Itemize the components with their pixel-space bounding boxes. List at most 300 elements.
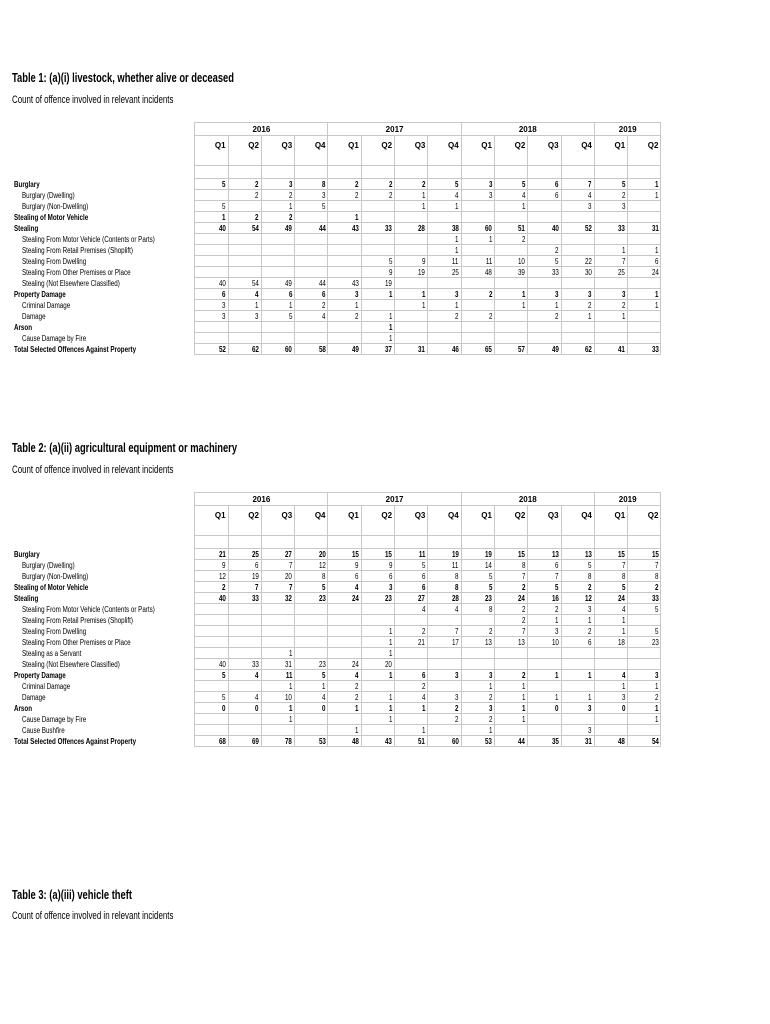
- quarter-header: Q1: [461, 506, 494, 536]
- table-cell: [628, 571, 661, 582]
- row-label: [12, 289, 195, 300]
- table-cell: [428, 289, 461, 300]
- table-cell: [461, 725, 494, 736]
- quarter-header: Q3: [261, 506, 294, 536]
- table-cell: [328, 245, 361, 256]
- total-cell: [261, 344, 294, 355]
- cell-text: 5: [322, 582, 326, 592]
- cell-text: 9: [388, 560, 393, 570]
- table-cell: [528, 560, 561, 571]
- table-cell: [561, 725, 594, 736]
- table-cell: [461, 571, 494, 582]
- table-cell: [594, 245, 627, 256]
- quarter-header: Q3: [395, 136, 428, 166]
- table-cell: [494, 626, 527, 637]
- table-cell: [328, 267, 361, 278]
- cell-text: 1: [421, 703, 426, 713]
- spacer-cell: [494, 166, 527, 179]
- table-cell: [461, 256, 494, 267]
- table-cell: [328, 714, 361, 725]
- cell-text: 2: [388, 179, 393, 189]
- table-cell: [228, 681, 261, 692]
- total-cell: [494, 344, 527, 355]
- table-cell: [361, 670, 394, 681]
- table-cell: [528, 582, 561, 593]
- cell-text: 23: [385, 593, 393, 603]
- table-cell: [228, 571, 261, 582]
- cell-text: 15: [351, 549, 359, 559]
- table-cell: [228, 615, 261, 626]
- cell-text: 4: [322, 311, 326, 321]
- table2-title: Table 2: (a)(ii) agricultural equipment or machinery: [12, 440, 238, 455]
- table-cell: [361, 593, 394, 604]
- cell-text: 4: [455, 604, 459, 614]
- table-cell: [328, 626, 361, 637]
- table-cell: [261, 637, 294, 648]
- table-cell: [295, 311, 328, 322]
- cell-text: 49: [285, 223, 293, 233]
- quarter-header: Q1: [195, 136, 228, 166]
- table-cell: [395, 582, 428, 593]
- table-cell: [461, 190, 494, 201]
- quarter-header: Q4: [428, 136, 461, 166]
- cell-text: 1: [654, 289, 659, 299]
- cell-text: 10: [285, 692, 293, 702]
- table-cell: [295, 179, 328, 190]
- table-cell: [361, 322, 394, 333]
- table-cell: [628, 604, 661, 615]
- cell-text: 11: [452, 256, 459, 266]
- table-cell: [561, 637, 594, 648]
- quarter-header: Q4: [428, 506, 461, 536]
- table-row: [12, 549, 661, 560]
- table-cell: [195, 300, 228, 311]
- cell-text: 6: [555, 560, 559, 570]
- table-cell: [195, 692, 228, 703]
- cell-text: 3: [654, 670, 659, 680]
- cell-text: 25: [618, 267, 626, 277]
- row-label: [12, 278, 195, 289]
- cell-text: 2: [355, 692, 359, 702]
- spacer-row: [12, 166, 661, 179]
- row-label: [12, 681, 195, 692]
- table-cell: [195, 648, 228, 659]
- table-cell: [395, 289, 428, 300]
- table-cell: [395, 278, 428, 289]
- table-cell: [295, 289, 328, 300]
- cell-text: 3: [455, 670, 459, 680]
- table-cell: [395, 692, 428, 703]
- cell-text: 5: [288, 311, 293, 321]
- cell-text: 37: [385, 344, 393, 354]
- cell-text: 3: [488, 190, 492, 200]
- table-cell: [594, 725, 627, 736]
- table-cell: [295, 256, 328, 267]
- cell-text: 11: [485, 256, 492, 266]
- row-label: [12, 333, 195, 344]
- cell-text: 2: [555, 604, 559, 614]
- table-cell: [228, 256, 261, 267]
- table-cell: [494, 571, 527, 582]
- cell-text: 35: [551, 736, 559, 746]
- cell-text: Stealing of Motor Vehicle: [14, 212, 89, 222]
- table-cell: [594, 234, 627, 245]
- cell-text: 18: [618, 637, 626, 647]
- table-cell: [494, 714, 527, 725]
- table-cell: [261, 333, 294, 344]
- cell-text: 9: [388, 267, 393, 277]
- table-cell: [295, 333, 328, 344]
- table-cell: [261, 692, 294, 703]
- cell-text: 69: [251, 736, 259, 746]
- cell-text: 1: [654, 179, 659, 189]
- cell-text: 1: [388, 714, 393, 724]
- table-cell: [328, 637, 361, 648]
- table-cell: [461, 278, 494, 289]
- table-cell: [561, 234, 594, 245]
- table-cell: [628, 300, 661, 311]
- cell-text: 48: [351, 736, 359, 746]
- table-cell: [494, 703, 527, 714]
- table-cell: [628, 692, 661, 703]
- total-cell: [428, 736, 461, 747]
- cell-text: 1: [421, 725, 426, 735]
- cell-text: 46: [451, 344, 459, 354]
- table-cell: [361, 659, 394, 670]
- table-cell: [494, 725, 527, 736]
- table-cell: [395, 725, 428, 736]
- table-cell: [361, 549, 394, 560]
- table-cell: [428, 234, 461, 245]
- table-row: [12, 234, 661, 245]
- cell-text: Stealing: [14, 223, 39, 233]
- table-cell: [195, 626, 228, 637]
- cell-text: 1: [488, 725, 492, 735]
- table-cell: [361, 300, 394, 311]
- table-cell: [528, 245, 561, 256]
- quarter-header: Q3: [261, 136, 294, 166]
- table-cell: [328, 549, 361, 560]
- table-cell: [594, 615, 627, 626]
- spacer-row: [12, 536, 661, 549]
- cell-text: 4: [455, 190, 459, 200]
- row-label: [12, 725, 195, 736]
- cell-text: 3: [355, 289, 359, 299]
- table-cell: [395, 593, 428, 604]
- cell-text: 2: [521, 582, 526, 592]
- table-cell: [494, 245, 527, 256]
- table2-subtitle: Count of offence involved in relevant incidents: [12, 464, 174, 476]
- cell-text: 1: [388, 322, 393, 332]
- cell-text: 1: [355, 212, 359, 222]
- cell-text: Stealing From Retail Premises (Shoplift): [22, 245, 133, 255]
- cell-text: 9: [222, 560, 226, 570]
- table-row: [12, 593, 661, 604]
- cell-text: Stealing (Not Elsewhere Classified): [22, 659, 120, 669]
- table-cell: [461, 322, 494, 333]
- table-cell: [561, 300, 594, 311]
- cell-text: 60: [451, 736, 459, 746]
- cell-text: 2: [521, 604, 526, 614]
- quarter-header: Q2: [361, 506, 394, 536]
- cell-text: Stealing From Motor Vehicle (Contents or Parts): [22, 234, 155, 244]
- table-cell: [228, 626, 261, 637]
- cell-text: 6: [222, 289, 226, 299]
- table-cell: [461, 714, 494, 725]
- table-row: [12, 714, 661, 725]
- table-cell: [461, 681, 494, 692]
- cell-text: 11: [418, 549, 426, 559]
- table-cell: [295, 604, 328, 615]
- spacer-cell: [561, 166, 594, 179]
- table-cell: [494, 179, 527, 190]
- cell-text: 1: [322, 681, 326, 691]
- table-cell: [328, 212, 361, 223]
- cell-text: 2: [355, 681, 359, 691]
- table-cell: [461, 212, 494, 223]
- table-cell: [228, 560, 261, 571]
- cell-text: 5: [555, 256, 559, 266]
- cell-text: 31: [418, 344, 426, 354]
- spacer-cell: [361, 536, 394, 549]
- row-label: [12, 311, 195, 322]
- table-cell: [361, 560, 394, 571]
- table-cell: [195, 637, 228, 648]
- cell-text: 1: [521, 289, 526, 299]
- cell-text: 4: [322, 692, 326, 702]
- table-cell: [228, 703, 261, 714]
- table-cell: [628, 322, 661, 333]
- table-cell: [228, 659, 261, 670]
- cell-text: Cause Bushfire: [22, 725, 65, 735]
- table-cell: [328, 692, 361, 703]
- table-row: [12, 637, 661, 648]
- cell-text: 1: [388, 626, 393, 636]
- total-cell: [528, 736, 561, 747]
- cell-text: 2: [255, 190, 259, 200]
- cell-text: Stealing From Dwelling: [22, 626, 87, 636]
- cell-text: Total Selected Offences Against Property: [14, 344, 137, 354]
- table-row: [12, 692, 661, 703]
- cell-text: Damage: [22, 692, 46, 702]
- cell-text: 7: [621, 256, 626, 266]
- cell-text: 1: [355, 703, 359, 713]
- row-label: [12, 615, 195, 626]
- table-cell: [528, 311, 561, 322]
- table-cell: [628, 725, 661, 736]
- table-cell: [594, 637, 627, 648]
- table-cell: [594, 300, 627, 311]
- table-cell: [395, 300, 428, 311]
- cell-text: 49: [551, 344, 559, 354]
- table-cell: [561, 311, 594, 322]
- cell-text: 3: [588, 703, 592, 713]
- cell-text: 1: [654, 190, 659, 200]
- table-cell: [395, 311, 428, 322]
- cell-text: 65: [485, 344, 492, 354]
- table-cell: [295, 725, 328, 736]
- table1: [12, 122, 661, 355]
- cell-text: 2: [455, 714, 459, 724]
- cell-text: 2: [421, 179, 426, 189]
- spacer-cell: [428, 536, 461, 549]
- year-header: 2017: [328, 493, 461, 506]
- cell-text: 2: [421, 626, 426, 636]
- cell-text: 1: [488, 681, 492, 691]
- spacer-cell: [195, 166, 228, 179]
- spacer-cell: [12, 166, 195, 179]
- cell-text: 8: [455, 571, 459, 581]
- table-cell: [395, 615, 428, 626]
- table-cell: [228, 289, 261, 300]
- cell-text: 1: [654, 714, 659, 724]
- cell-text: 1: [222, 212, 226, 222]
- cell-text: 40: [218, 223, 226, 233]
- table-cell: [561, 714, 594, 725]
- cell-text: 2: [421, 681, 426, 691]
- cell-text: 49: [285, 278, 293, 288]
- cell-text: 25: [251, 549, 259, 559]
- cell-text: 33: [251, 593, 259, 603]
- table-cell: [361, 582, 394, 593]
- table-cell: [195, 681, 228, 692]
- row-label: [12, 703, 195, 714]
- table-cell: [295, 560, 328, 571]
- cell-text: 19: [418, 267, 426, 277]
- cell-text: 8: [322, 571, 326, 581]
- table-cell: [328, 725, 361, 736]
- table-cell: [461, 648, 494, 659]
- cell-text: 48: [485, 267, 492, 277]
- table-cell: [594, 648, 627, 659]
- table-cell: [594, 593, 627, 604]
- cell-text: 6: [555, 190, 559, 200]
- total-row: [12, 344, 661, 355]
- table-cell: [628, 212, 661, 223]
- table-cell: [528, 179, 561, 190]
- table-cell: [528, 681, 561, 692]
- row-label: [12, 234, 195, 245]
- cell-text: 44: [518, 736, 526, 746]
- row-label: [12, 549, 195, 560]
- quarter-header: Q1: [195, 506, 228, 536]
- row-label: [12, 212, 195, 223]
- table-cell: [195, 593, 228, 604]
- table-cell: [228, 582, 261, 593]
- table-cell: [361, 245, 394, 256]
- cell-text: 5: [322, 201, 326, 211]
- table-cell: [428, 626, 461, 637]
- spacer-cell: [428, 166, 461, 179]
- table-cell: [361, 333, 394, 344]
- table-cell: [295, 615, 328, 626]
- table-cell: [461, 223, 494, 234]
- table-cell: [395, 648, 428, 659]
- table-cell: [361, 725, 394, 736]
- cell-text: 2: [621, 300, 626, 310]
- cell-text: 1: [621, 615, 626, 625]
- table-cell: [428, 692, 461, 703]
- spacer-cell: [261, 536, 294, 549]
- table-cell: [428, 725, 461, 736]
- table-cell: [195, 201, 228, 212]
- year-header-row: [12, 493, 661, 506]
- table-cell: [461, 201, 494, 212]
- quarter-header: Q2: [494, 506, 527, 536]
- table-cell: [228, 223, 261, 234]
- cell-text: 2: [588, 300, 592, 310]
- cell-text: 40: [551, 223, 559, 233]
- cell-text: 11: [285, 670, 293, 680]
- table-cell: [395, 245, 428, 256]
- cell-text: Arson: [14, 703, 33, 713]
- cell-text: 54: [651, 736, 659, 746]
- table-cell: [428, 322, 461, 333]
- table-cell: [628, 549, 661, 560]
- table-cell: [195, 278, 228, 289]
- cell-text: 13: [551, 549, 559, 559]
- cell-text: 2: [488, 626, 492, 636]
- table-cell: [328, 190, 361, 201]
- cell-text: 2: [455, 311, 459, 321]
- table-cell: [561, 245, 594, 256]
- table-cell: [195, 670, 228, 681]
- quarter-header: Q1: [594, 506, 627, 536]
- total-cell: [195, 344, 228, 355]
- table-cell: [195, 267, 228, 278]
- table-cell: [461, 245, 494, 256]
- total-cell: [295, 736, 328, 747]
- table-cell: [228, 311, 261, 322]
- table-cell: [361, 212, 394, 223]
- quarter-header-row: [12, 136, 661, 166]
- cell-text: 24: [618, 593, 626, 603]
- table-cell: [528, 223, 561, 234]
- table-cell: [561, 626, 594, 637]
- table-cell: [361, 604, 394, 615]
- table-cell: [328, 560, 361, 571]
- cell-text: 1: [621, 245, 626, 255]
- cell-text: 17: [451, 637, 459, 647]
- table-cell: [361, 289, 394, 300]
- table-cell: [395, 212, 428, 223]
- total-cell: [361, 736, 394, 747]
- cell-text: 3: [455, 692, 459, 702]
- header-blank: [12, 123, 195, 136]
- table-cell: [594, 604, 627, 615]
- table-row: [12, 212, 661, 223]
- table-cell: [228, 725, 261, 736]
- table-row: [12, 245, 661, 256]
- table-cell: [494, 670, 527, 681]
- table-cell: [561, 278, 594, 289]
- cell-text: 3: [588, 725, 592, 735]
- table-cell: [461, 615, 494, 626]
- cell-text: 1: [421, 289, 426, 299]
- cell-text: Arson: [14, 322, 33, 332]
- cell-text: 3: [322, 190, 326, 200]
- cell-text: 11: [452, 560, 459, 570]
- table-row: [12, 659, 661, 670]
- table-cell: [494, 604, 527, 615]
- quarter-header: Q2: [228, 136, 261, 166]
- cell-text: 3: [455, 289, 459, 299]
- cell-text: 40: [218, 593, 226, 603]
- row-label: [12, 267, 195, 278]
- table-cell: [594, 322, 627, 333]
- table-cell: [261, 571, 294, 582]
- table-cell: [594, 681, 627, 692]
